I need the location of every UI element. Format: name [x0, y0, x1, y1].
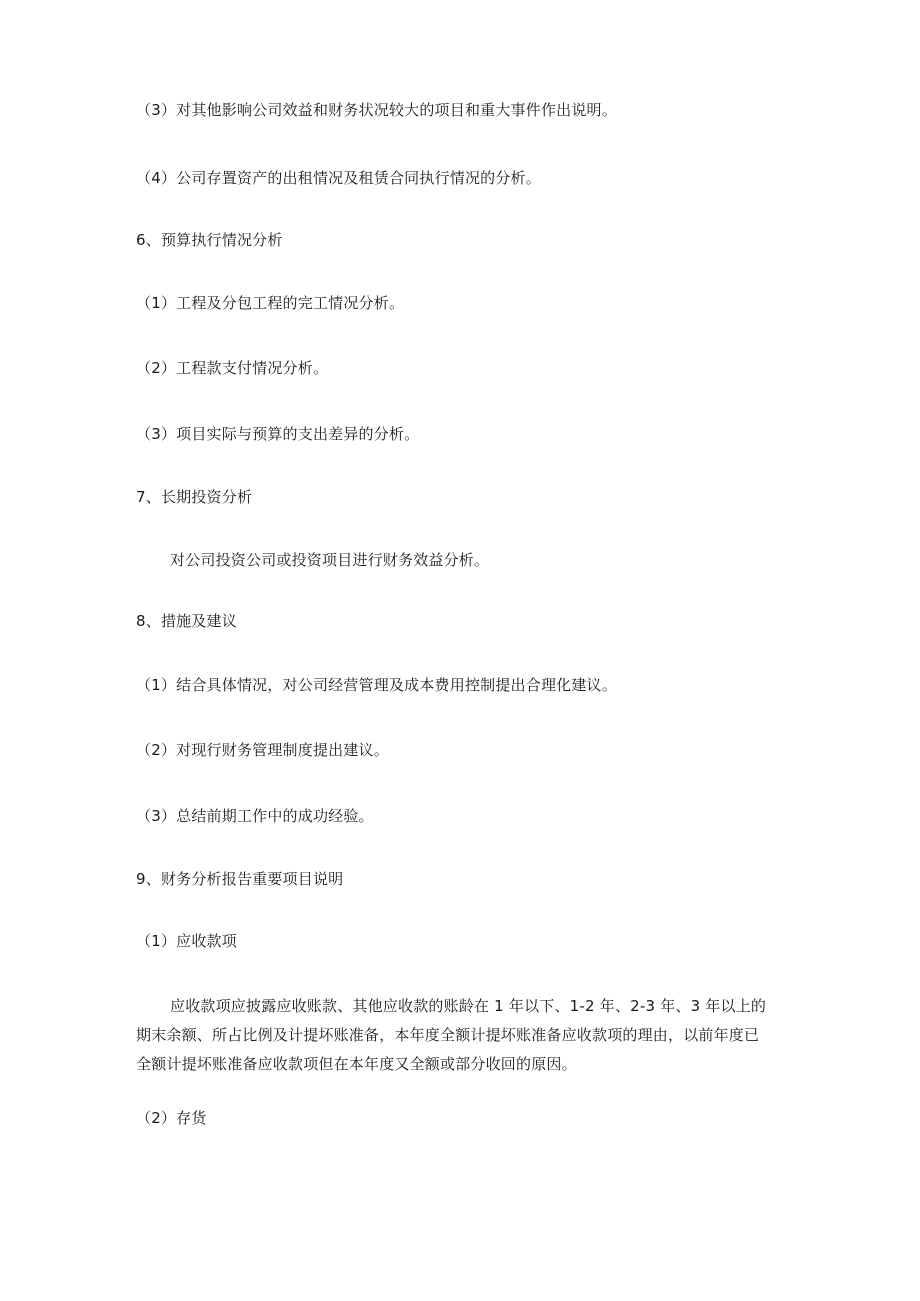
receivables-paragraph — [136, 992, 786, 1079]
item-3-success-experience: （3）总结前期工作中的成功经验。 — [136, 807, 374, 825]
item-2-policy-suggestions: （2）对现行财务管理制度提出建议。 — [136, 741, 389, 759]
item-1-project-completion: （1）工程及分包工程的完工情况分析。 — [136, 294, 405, 312]
item-2-inventory: （2）存货 — [136, 1109, 207, 1127]
receivables-paragraph-line-3: 全额计提坏账准备应收款项但在本年度又全额或部分收回的原因。 — [136, 1055, 577, 1073]
investment-analysis-text: 对公司投资公司或投资项目进行财务效益分析。 — [170, 551, 490, 569]
receivables-paragraph-line-1: 应收款项应披露应收账款、其他应收款的账龄在 1 年以下、1-2 年、2-3 年、3 年以上的 — [170, 997, 767, 1015]
heading-8-measures-suggestions: 8、措施及建议 — [136, 612, 237, 630]
receivables-paragraph-line-2: 期末余额、所占比例及计提坏账准备，本年度全额计提坏账准备应收款项的理由，以前年度已 — [136, 1026, 760, 1044]
heading-9-key-items: 9、财务分析报告重要项目说明 — [136, 870, 344, 888]
item-1-management-suggestions: （1）结合具体情况，对公司经营管理及成本费用控制提出合理化建议。 — [136, 676, 617, 694]
item-3-other-events: （3）对其他影响公司效益和财务状况较大的项目和重大事件作出说明。 — [136, 101, 617, 119]
item-1-receivables: （1）应收款项 — [136, 932, 237, 950]
heading-6-budget-execution: 6、预算执行情况分析 — [136, 231, 283, 249]
item-3-budget-variance: （3）项目实际与预算的支出差异的分析。 — [136, 425, 420, 443]
item-2-project-payment: （2）工程款支付情况分析。 — [136, 359, 329, 377]
item-4-idle-assets-lease: （4）公司存置资产的出租情况及租赁合同执行情况的分析。 — [136, 169, 541, 187]
heading-7-long-term-investment: 7、长期投资分析 — [136, 488, 253, 506]
